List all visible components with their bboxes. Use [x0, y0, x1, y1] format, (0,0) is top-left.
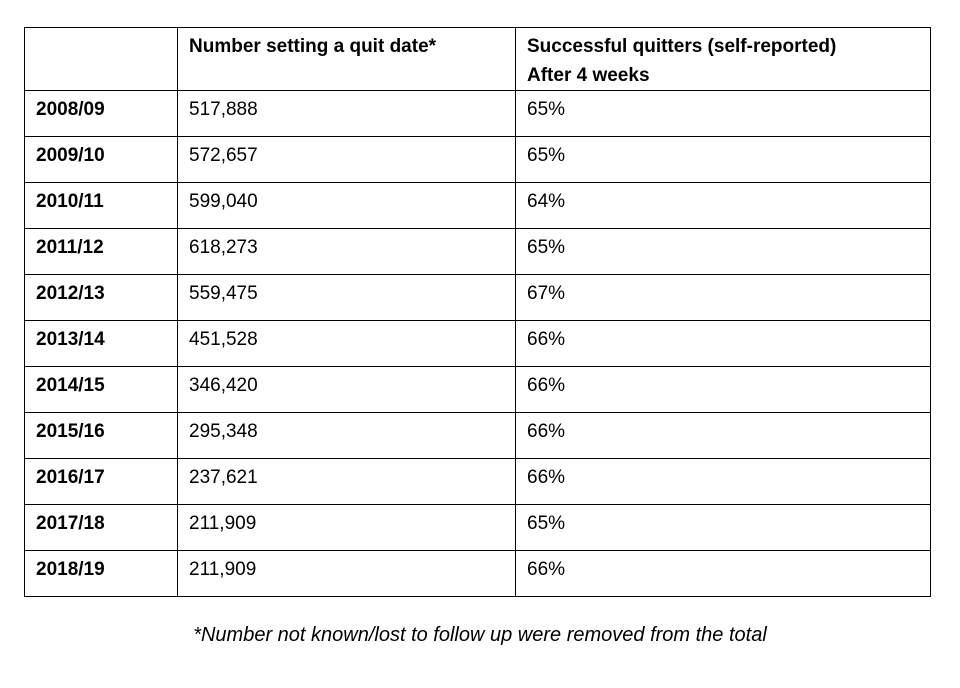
number-cell: 237,621: [178, 459, 516, 505]
number-cell: 295,348: [178, 413, 516, 459]
footnote: *Number not known/lost to follow up were removed from the total: [193, 624, 767, 646]
table-row: [25, 551, 931, 597]
number-cell: 559,475: [178, 275, 516, 321]
header-number-cell: Number setting a quit date*: [178, 28, 516, 91]
number-cell: 618,273: [178, 229, 516, 275]
year-cell: 2016/17: [25, 459, 178, 505]
number-cell: 451,528: [178, 321, 516, 367]
success-cell: 66%: [516, 551, 931, 597]
number-cell: 211,909: [178, 505, 516, 551]
year-cell: 2009/10: [25, 137, 178, 183]
success-cell: 65%: [516, 229, 931, 275]
year-cell: 2008/09: [25, 91, 178, 137]
number-cell: 572,657: [178, 137, 516, 183]
table-header-row: [25, 28, 931, 91]
table-row: [25, 137, 931, 183]
success-cell: 66%: [516, 413, 931, 459]
year-cell: 2015/16: [25, 413, 178, 459]
header-year-cell: [25, 28, 178, 91]
success-cell: 67%: [516, 275, 931, 321]
header-success-line2: After 4 weeks: [527, 65, 650, 86]
year-cell: 2013/14: [25, 321, 178, 367]
header-success-cell: [516, 28, 931, 91]
year-cell: 2012/13: [25, 275, 178, 321]
year-cell: 2011/12: [25, 229, 178, 275]
number-cell: 599,040: [178, 183, 516, 229]
table-row: [25, 229, 931, 275]
table-row: [25, 367, 931, 413]
year-cell: 2014/15: [25, 367, 178, 413]
year-cell: 2018/19: [25, 551, 178, 597]
success-cell: 64%: [516, 183, 931, 229]
number-cell: 517,888: [178, 91, 516, 137]
success-cell: 66%: [516, 321, 931, 367]
table-row: [25, 183, 931, 229]
quit-data-table: [24, 27, 931, 597]
table-row: [25, 321, 931, 367]
year-cell: 2010/11: [25, 183, 178, 229]
success-cell: 65%: [516, 137, 931, 183]
number-cell: 211,909: [178, 551, 516, 597]
header-success-line1: Successful quitters (self-reported): [527, 36, 837, 57]
success-cell: 65%: [516, 91, 931, 137]
table-body: [25, 28, 931, 597]
table-row: [25, 459, 931, 505]
table-row: [25, 413, 931, 459]
year-cell: 2017/18: [25, 505, 178, 551]
success-cell: 66%: [516, 367, 931, 413]
success-cell: 66%: [516, 459, 931, 505]
number-cell: 346,420: [178, 367, 516, 413]
table-row: [25, 505, 931, 551]
success-cell: 65%: [516, 505, 931, 551]
table-row: [25, 91, 931, 137]
table-row: [25, 275, 931, 321]
